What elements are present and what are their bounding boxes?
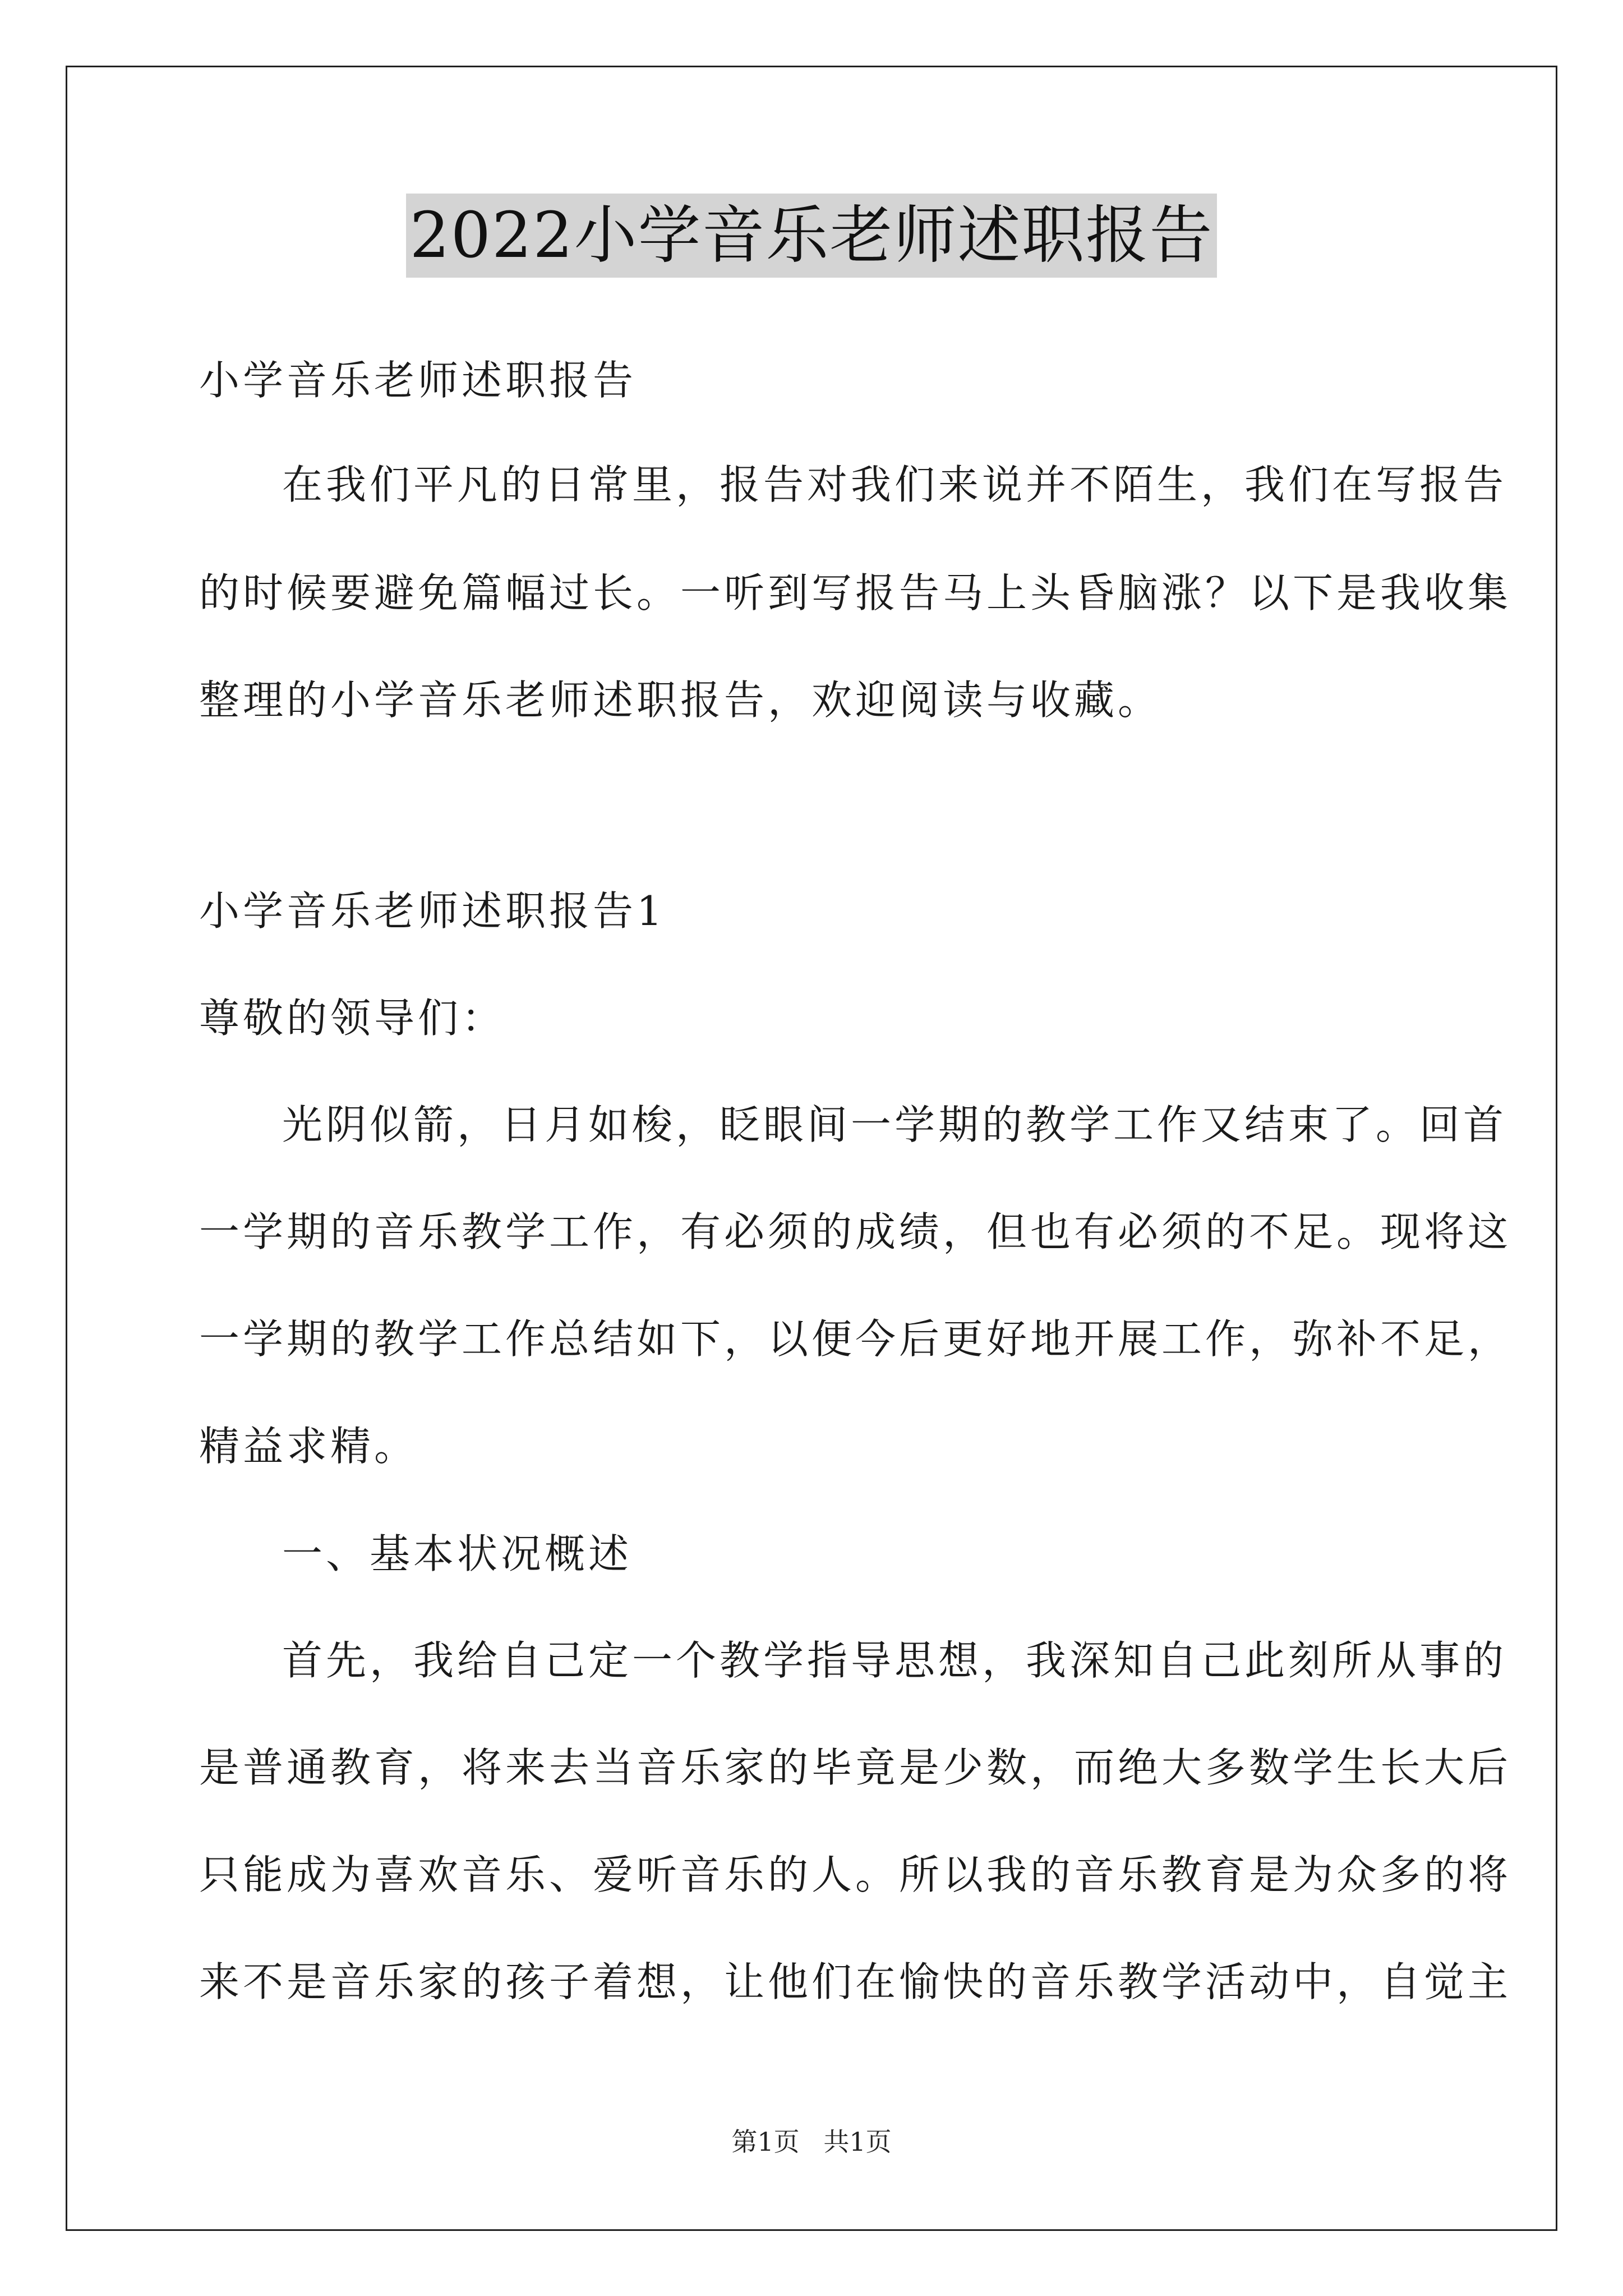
para2-line-2: 是普通教育，将来去当音乐家的毕竟是少数，而绝大多数学生长大后 <box>199 1744 1512 1791</box>
para1-line-1: 光阴似箭，日月如梭，眨眼间一学期的教学工作又结束了。回首 <box>282 1101 1507 1148</box>
salutation-line: 尊敬的领导们： <box>199 995 506 1042</box>
para2-line-4: 来不是音乐家的孩子着想，让他们在愉快的音乐教学活动中，自觉主 <box>199 1958 1512 2005</box>
intro-line-1: 在我们平凡的日常里，报告对我们来说并不陌生，我们在写报告 <box>282 461 1507 508</box>
section-heading-1: 小学音乐老师述职报告1 <box>199 887 666 935</box>
para1-line-3: 一学期的教学工作总结如下，以便今后更好地开展工作，弥补不足， <box>199 1315 1512 1363</box>
title-container <box>0 194 1623 278</box>
page-number-total: 共1页 <box>823 2127 892 2157</box>
para1-line-2: 一学期的音乐教学工作，有必须的成绩，但也有必须的不足。现将这 <box>199 1208 1512 1255</box>
para2-line-1: 首先，我给自己定一个教学指导思想，我深知自己此刻所从事的 <box>282 1637 1507 1684</box>
para2-line-3: 只能成为喜欢音乐、爱听音乐的人。所以我的音乐教育是为众多的将 <box>199 1851 1512 1898</box>
page-footer <box>0 2122 1623 2159</box>
intro-line-3: 整理的小学音乐老师述职报告，欢迎阅读与收藏。 <box>199 677 1162 724</box>
para1-line-4: 精益求精。 <box>199 1423 418 1470</box>
subheading-basic-overview: 一、基本状况概述 <box>282 1530 633 1577</box>
subtitle-line: 小学音乐老师述职报告 <box>199 357 637 404</box>
page-number-current: 第1页 <box>731 2127 800 2157</box>
document-title: 2022小学音乐老师述职报告 <box>406 194 1216 278</box>
intro-line-2: 的时候要避免篇幅过长。一听到写报告马上头昏脑涨？以下是我收集 <box>199 569 1512 616</box>
